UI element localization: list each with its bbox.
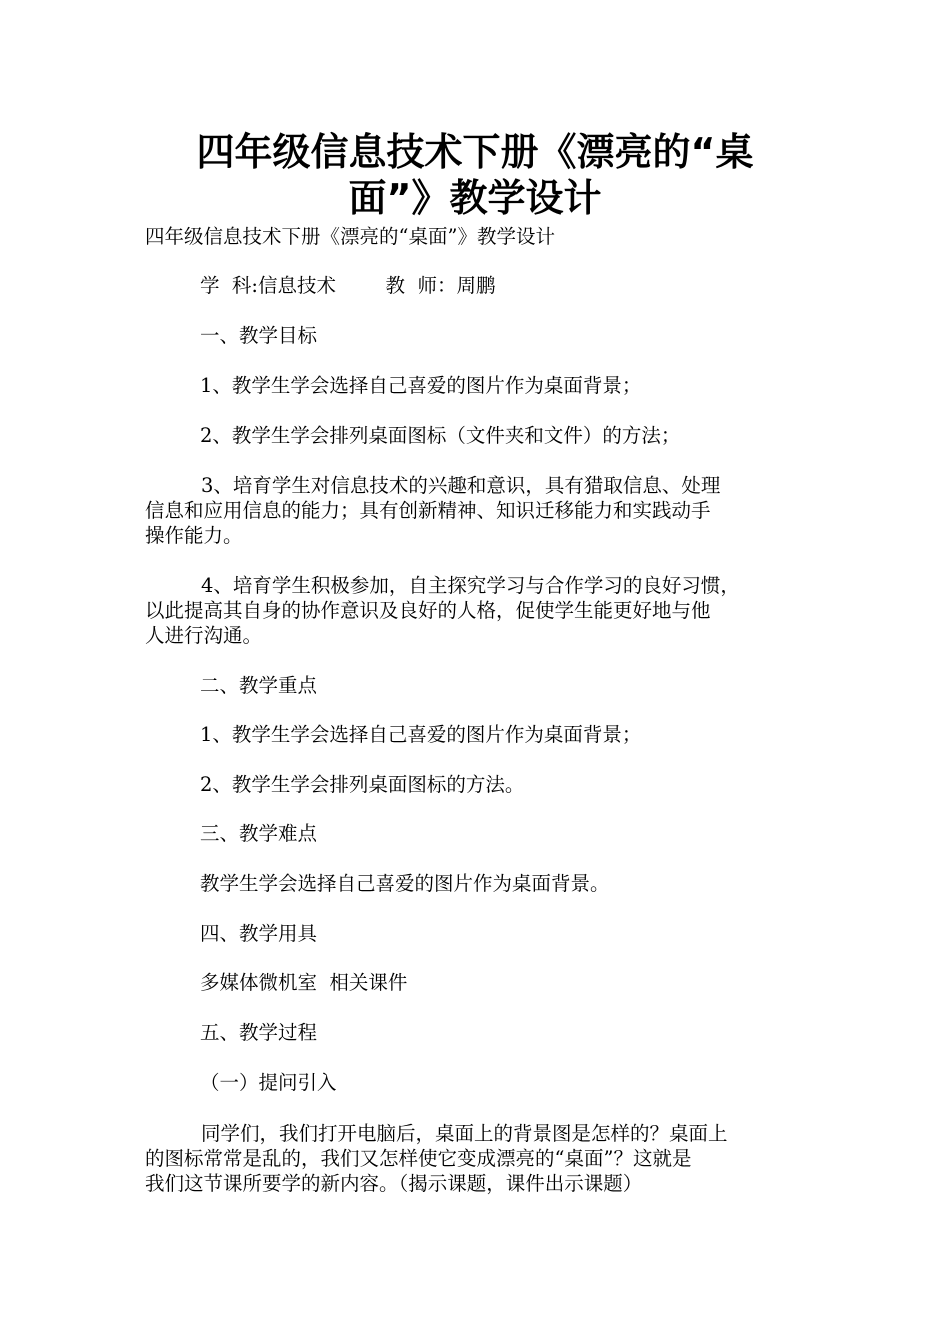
key-point-item-1: 1、教学生学会选择自己喜爱的图片作为桌面背景； [200, 723, 642, 746]
objective-item-1: 1、教学生学会选择自己喜爱的图片作为桌面背景； [200, 374, 642, 397]
key-point-item-2: 2、教学生学会排列桌面图标的方法。 [200, 773, 525, 796]
objective-item-3 [145, 473, 813, 548]
section-heading-difficulties: 三、教学难点 [200, 822, 318, 845]
section-heading-objectives: 一、教学目标 [200, 324, 318, 347]
objective-item-2: 2、教学生学会排列桌面图标（文件夹和文件）的方法； [200, 424, 681, 447]
process-paragraph-1 [145, 1121, 813, 1196]
section-heading-process: 五、教学过程 [200, 1021, 318, 1044]
document-subtitle: 四年级信息技术下册《漂亮的“桌面”》教学设计 [145, 225, 555, 248]
section-heading-key-points: 二、教学重点 [200, 674, 318, 697]
objective-item-3-line-2: 信息和应用信息的能力；具有创新精神、知识迁移能力和实践动手 [145, 499, 711, 522]
document-title-line-1: 四年级信息技术下册《漂亮的“桌 [196, 130, 754, 174]
process-paragraph-1-line-2: 的图标常常是乱的，我们又怎样使它变成漂亮的“桌面”？这就是 [145, 1147, 692, 1170]
document-title-line-2: 面”》教学设计 [348, 176, 602, 220]
section-heading-tools: 四、教学用具 [200, 922, 318, 945]
tools-item-1: 多媒体微机室 相关课件 [200, 971, 408, 994]
objective-item-3-line-1: 3、培育学生对信息技术的兴趣和意识，具有猎取信息、处理 [201, 474, 721, 497]
objective-item-4-line-3: 人进行沟通。 [145, 624, 263, 647]
process-subheading-1: （一）提问引入 [200, 1071, 337, 1094]
process-paragraph-1-line-3: 我们这节课所要学的新内容。（揭示课题，课件出示课题） [145, 1172, 643, 1195]
objective-item-4 [145, 573, 813, 648]
process-paragraph-1-line-1: 同学们，我们打开电脑后，桌面上的背景图是怎样的？桌面上 [201, 1122, 728, 1145]
objective-item-4-line-2: 以此提高其自身的协作意识及良好的人格，促使学生能更好地与他 [145, 599, 711, 622]
difficulty-item-1: 教学生学会选择自己喜爱的图片作为桌面背景。 [200, 872, 610, 895]
objective-item-3-line-3: 操作能力。 [145, 524, 243, 547]
subject-teacher-line: 学 科:信息技术 教 师：周鹏 [200, 274, 496, 297]
objective-item-4-line-1: 4、培育学生积极参加，自主探究学习与合作学习的良好习惯， [201, 574, 740, 597]
